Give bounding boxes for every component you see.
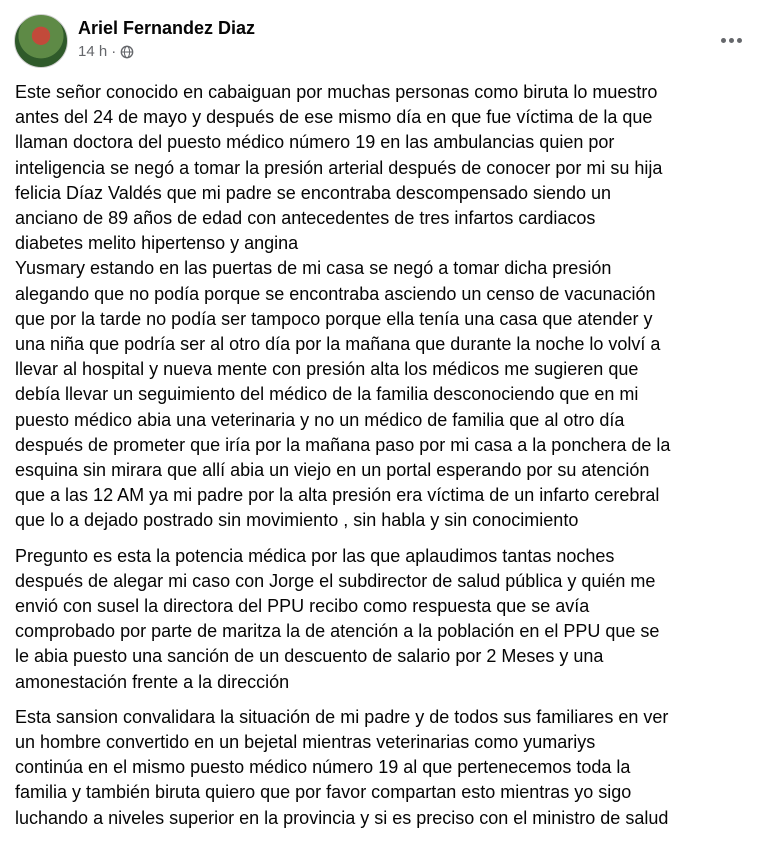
post-paragraph (15, 705, 760, 831)
post-text-line: que a las 12 AM ya mi padre por la alta presión era víctima de un infarto cerebral (15, 485, 660, 506)
post-text-line: que lo a dejado postrado sin movimiento , sin habla y sin conocimiento (15, 510, 579, 531)
post-text-line: Esta sansion convalidara la situación de mi padre y de todos sus familiares en ver (15, 706, 669, 727)
post-text-line: inteligencia se negó a tomar la presión arterial después de conocer por mi su hija (15, 157, 663, 178)
post-paragraph (15, 544, 760, 695)
timestamp[interactable]: 14 h (78, 43, 108, 60)
post-text-line: que por la tarde no podía ser tampoco porque ella tenía una casa que atender y (15, 308, 653, 329)
author-name[interactable]: Ariel Fernandez Diaz (78, 18, 256, 38)
avatar[interactable] (14, 14, 68, 68)
post-text-line: esquina sin mirara que allí abia un viejo en un portal esperando por su atención (15, 460, 650, 481)
post-meta (78, 43, 134, 60)
post-text-line: llevar al hospital y nueva mente con presión alta los médicos me sugieren que (15, 359, 639, 380)
post-text-line: familia y también biruta quiero que por favor compartan esto mientras yo sigo (15, 782, 632, 803)
post-text-line: debía llevar un seguimiento del médico de la familia desconociendo que en mi (15, 384, 639, 405)
post-text-line: felicia Díaz Valdés que mi padre se encontraba descompensado siendo un (15, 182, 612, 203)
post-text-line: después de alegar mi caso con Jorge el subdirector de salud pública y quién me (15, 570, 656, 591)
post-text-line: envió con susel la directora del PPU recibo como respuesta que se avía (15, 596, 590, 617)
post-header (14, 14, 759, 70)
post-text-line: después de prometer que iría por la mañana paso por mi casa a la ponchera de la (15, 434, 671, 455)
post-text-line: le abia puesto una sanción de un descuento de salario por 2 Meses y una (15, 646, 604, 667)
globe-icon (120, 45, 134, 59)
post-text-line: continúa en el mismo puesto médico número 19 al que pertenecemos toda la (15, 757, 631, 778)
meta-separator: · (111, 43, 117, 60)
post-text-line: comprobado por parte de maritza la de atención a la población en el PPU que se (15, 621, 660, 642)
post-text-line: amonestación frente a la dirección (15, 671, 290, 692)
post-text-line: luchando a niveles superior en la provincia y si es preciso con el ministro de salud (15, 807, 669, 828)
post-text-line: llaman doctora del puesto médico número 19 en las ambulancias quien por (15, 132, 615, 153)
post-body (15, 80, 760, 841)
post-text-line: una niña que podría ser al otro día por la mañana que durante la noche lo volví a (15, 334, 661, 355)
post-text-line: Yusmary estando en las puertas de mi casa se negó a tomar dicha presión (15, 258, 612, 279)
post-text-line: alegando que no podía porque se encontraba asciendo un censo de vacunación (15, 283, 656, 304)
post-text-line: puesto médico abia una veterinaria y no un médico de familia que al otro día (15, 409, 625, 430)
post-text-line: anciano de 89 años de edad con antecedentes de tres infartos cardiacos (15, 208, 596, 229)
post-text-line: Pregunto es esta la potencia médica por las que aplaudimos tantas noches (15, 545, 615, 566)
post-text-line: antes del 24 de mayo y después de ese mismo día en que fue víctima de la que (15, 107, 653, 128)
more-dots-icon[interactable] (717, 26, 745, 54)
post-text-line: diabetes melito hipertenso y angina (15, 233, 299, 254)
post-paragraph (15, 80, 760, 534)
post-text-line: un hombre convertido en un bejetal mientras veterinarias como yumariys (15, 732, 596, 753)
post-text-line: Este señor conocido en cabaiguan por muchas personas como biruta lo muestro (15, 82, 658, 102)
